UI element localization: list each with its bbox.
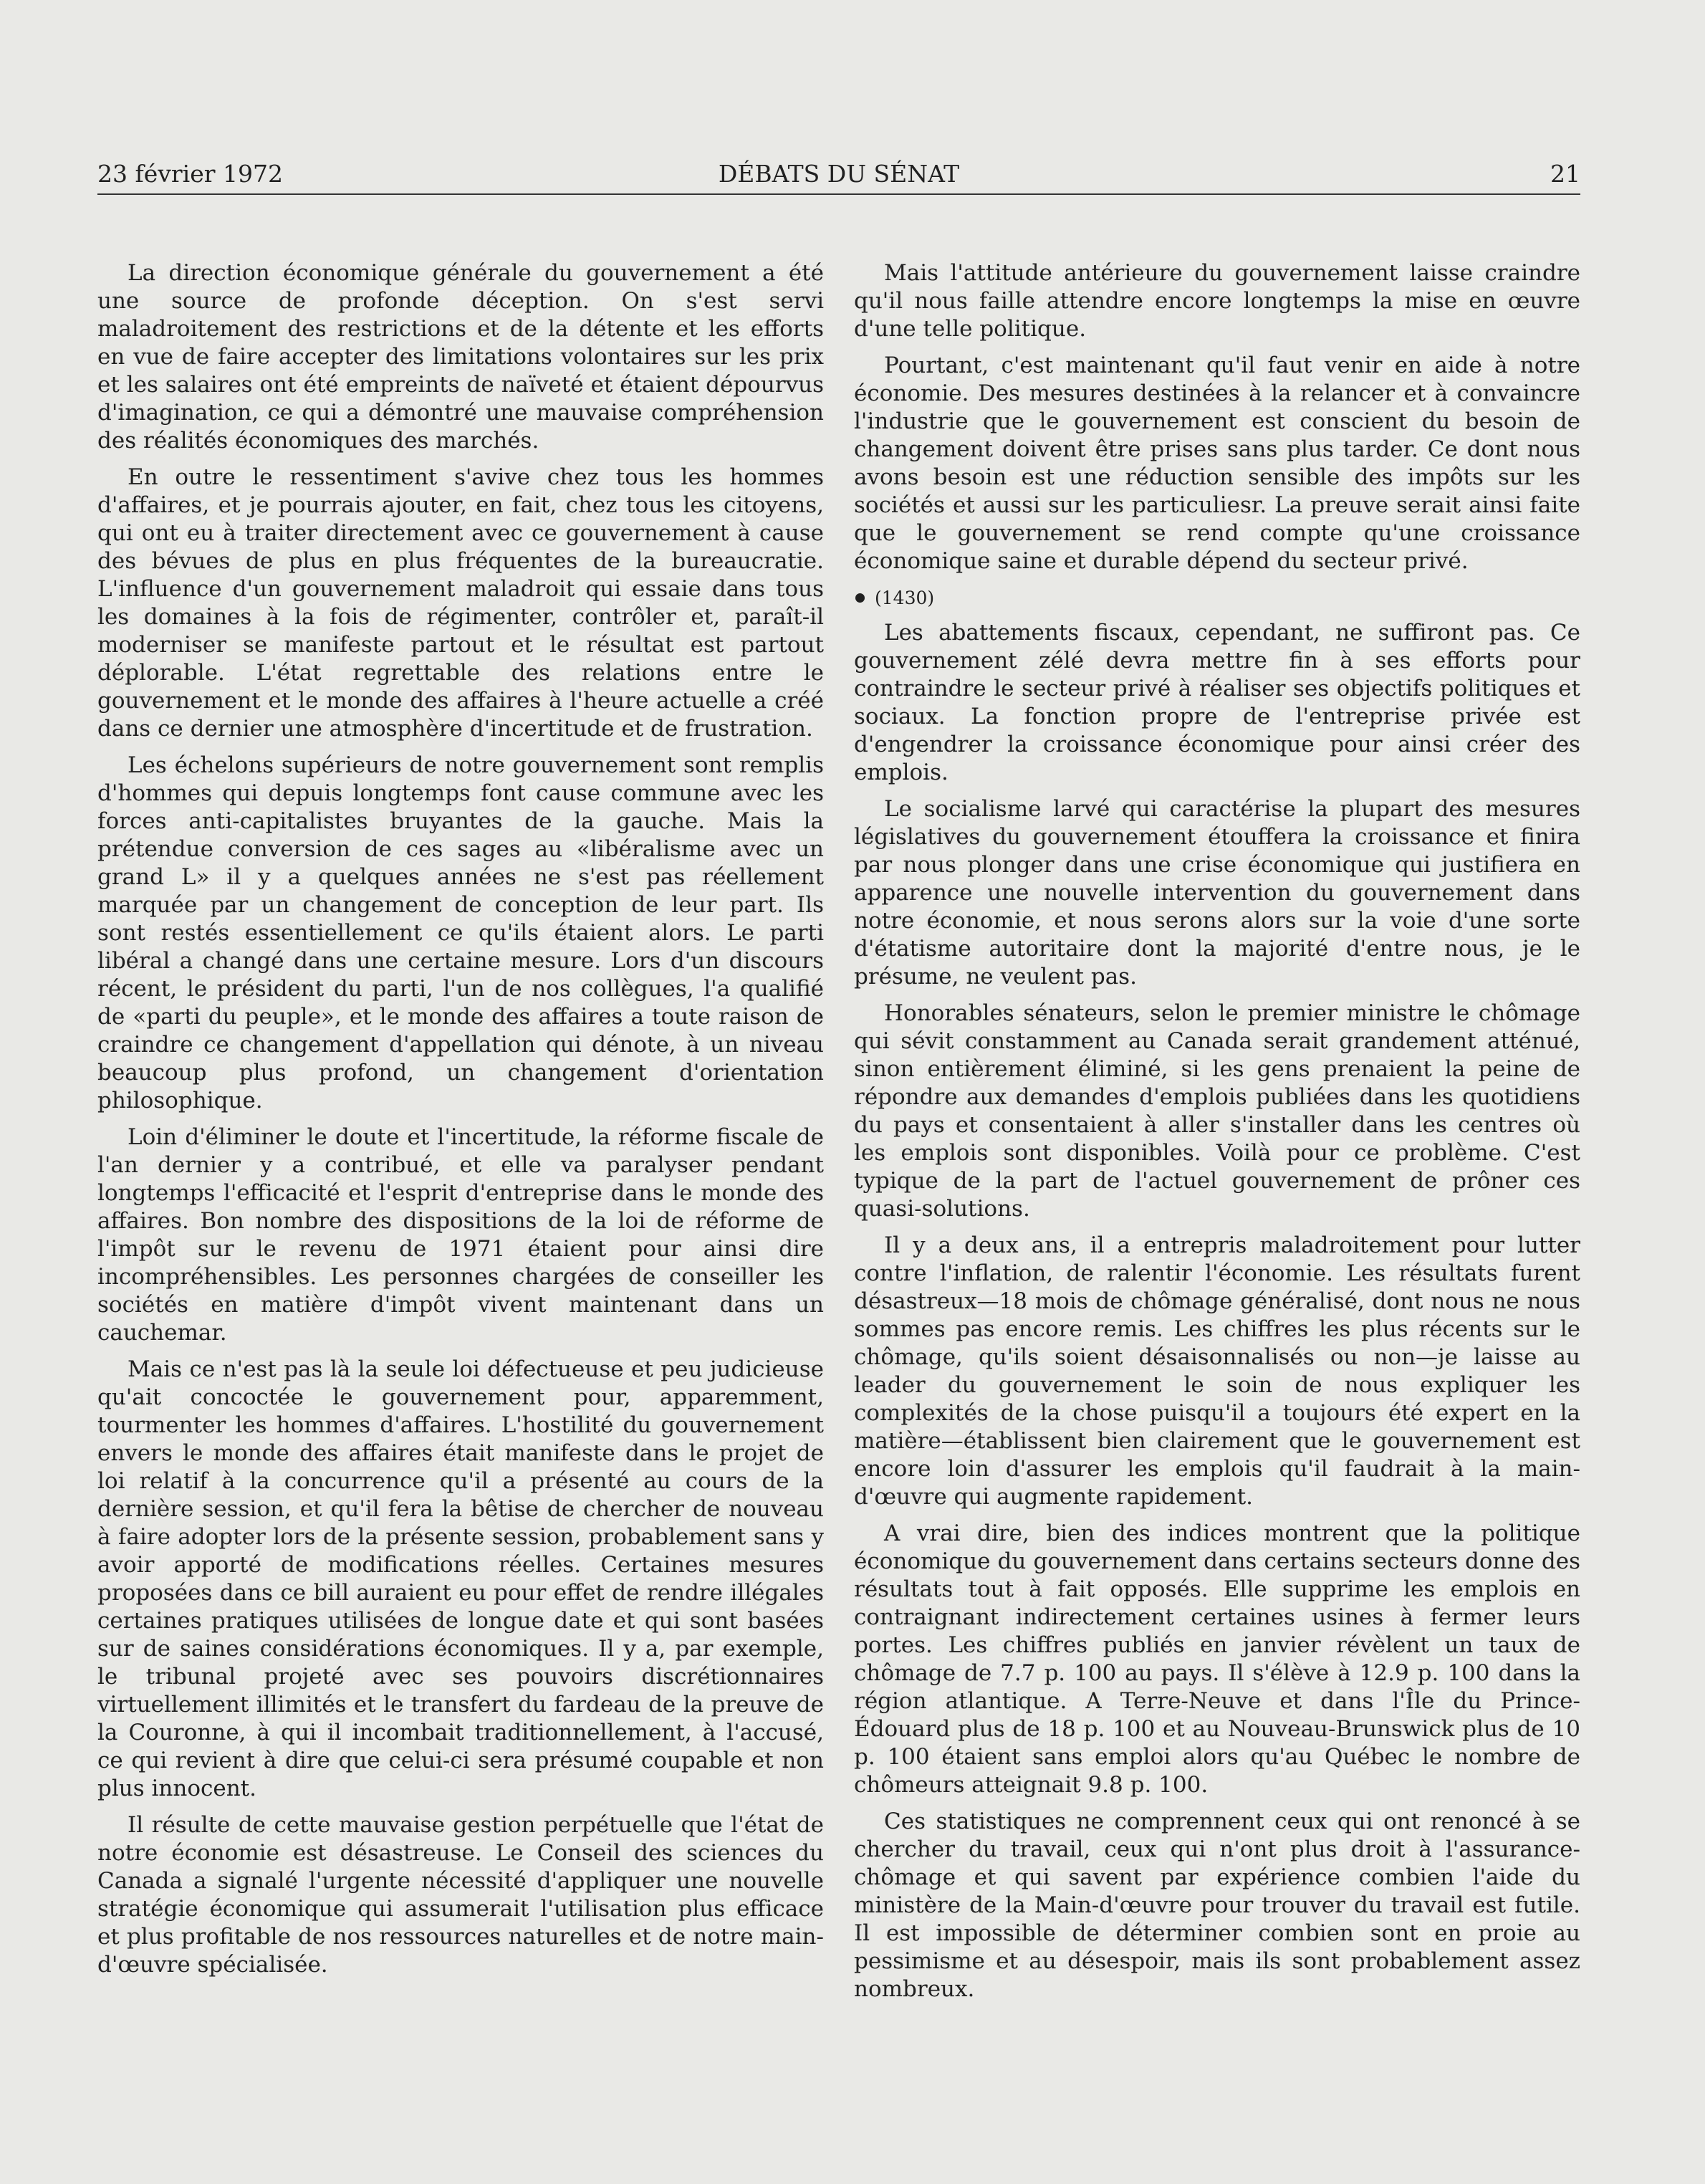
paragraph: Pourtant, c'est maintenant qu'il faut venir en aide à notre économie. Des mesures destinées à la relancer et à convaincre l'industrie que le gouvernement est conscient du besoin de changement doivent être prises sans plus tarder. Ce dont nous avons besoin est une réduction sensible des impôts sur les sociétés et aussi sur les particuliesr. La preuve serait ainsi faite que le gouvernement se rend compte qu'une croissance économique saine et durable dépend du secteur privé.: [854, 353, 1580, 574]
paragraph: Il résulte de cette mauvaise gestion perpétuelle que l'état de notre économie est désastreuse. Le Conseil des sciences du Canada a signalé l'urgente nécessité d'appliquer une nouvelle stratégie économique qui assumerait l'utilisation plus efficace et plus profitable de nos ressources naturelles et de notre main-d'œuvre spécialisée.: [97, 1812, 824, 1978]
paragraph: La direction économique générale du gouvernement a été une source de profonde déception. On s'est servi maladroitement des restrictions et de la détente et les efforts en vue de faire accepter des limitations volontaires sur les prix et les salaires ont été empreints de naïveté et étaient dépourvus d'imagination, ce qui a démontré une mauvaise compréhension des réalités économiques des marchés.: [97, 260, 824, 454]
left-column: [97, 259, 824, 1988]
paragraph: Le socialisme larvé qui caractérise la plupart des mesures législatives du gouvernement étouffera la croissance et finira par nous plonger dans une crise économique qui justifiera en apparence une nouvelle intervention du gouvernement dans notre économie, et nous serons alors sur la voie d'une sorte d'étatisme autoritaire dont la majorité d'entre nous, je le présume, ne veulent pas.: [854, 796, 1580, 990]
time-marker: [854, 584, 1580, 612]
paragraph: Mais l'attitude antérieure du gouvernement laisse craindre qu'il nous faille attendre encore longtemps la mise en œuvre d'une telle politique.: [854, 260, 1580, 342]
header-date: 23 février 1972: [97, 160, 283, 188]
header-title: DÉBATS DU SÉNAT: [718, 160, 960, 188]
page-number: 21: [1550, 160, 1580, 188]
paragraph: Loin d'éliminer le doute et l'incertitude, la réforme fiscale de l'an dernier y a contribué, et elle va paralyser pendant longtemps l'efficacité et l'esprit d'entreprise dans le monde des affaires. Bon nombre des dispositions de la loi de réforme de l'impôt sur le revenu de 1971 étaient pour ainsi dire incompréhensibles. Les personnes chargées de conseiller les sociétés en matière d'impôt vivent maintenant dans un cauchemar.: [97, 1124, 824, 1346]
bullet-icon: [855, 593, 865, 603]
paragraph: En outre le ressentiment s'avive chez tous les hommes d'affaires, et je pourrais ajouter, en fait, chez tous les citoyens, qui ont eu à traiter directement avec ce gouvernement à cause des bévues de plus en plus fréquentes de la bureaucratie. L'influence d'un gouvernement maladroit qui essaie dans tous les domaines à la fois de régimenter, contrôler et, paraît-il moderniser se manifeste partout et le résultat est partout déplorable. L'état regrettable des relations entre le gouvernement et le monde des affaires à l'heure actuelle a créé dans ce dernier une atmosphère d'incertitude et de frustration.: [97, 464, 824, 742]
paragraph: Mais ce n'est pas là la seule loi défectueuse et peu judicieuse qu'ait concoctée le gouvernement pour, apparemment, tourmenter les hommes d'affaires. L'hostilité du gouvernement envers le monde des affaires était manifeste dans le projet de loi relatif à la concurrence qu'il a présenté au cours de la dernière session, et qu'il fera la bêtise de chercher de nouveau à faire adopter lors de la présente session, probablement sans y avoir apporté de modifications réelles. Certaines mesures proposées dans ce bill auraient eu pour effet de rendre illégales certaines pratiques utilisées de longue date et qui sont basées sur de saines considérations économiques. Il y a, par exemple, le tribunal projeté avec ses pouvoirs discrétionnaires virtuellement illimités et le transfert du fardeau de la preuve de la Couronne, à qui il incombait traditionnellement, à l'accusé, ce qui revient à dire que celui-ci sera présumé coupable et non plus innocent.: [97, 1356, 824, 1801]
paragraph: Les abattements fiscaux, cependant, ne suffiront pas. Ce gouvernement zélé devra mettre fin à ses efforts pour contraindre le secteur privé à réaliser ses objectifs politiques et sociaux. La fonction propre de l'entreprise privée est d'engendrer la croissance économique pour ainsi créer des emplois.: [854, 620, 1580, 785]
paragraph: Ces statistiques ne comprennent ceux qui ont renoncé à se chercher du travail, ceux qui n'ont plus droit à l'assurance-chômage et qui savent par expérience combien l'aide du ministère de la Main-d'œuvre pour trouver du travail est futile. Il est impossible de déterminer combien sont en proie au pessimisme et au désespoir, mais ils sont probablement assez nombreux.: [854, 1809, 1580, 2002]
paragraph: A vrai dire, bien des indices montrent que la politique économique du gouvernement dans certains secteurs donne des résultats tout à fait opposés. Elle supprime les emplois en contraignant indirectement certaines usines à fermer leurs portes. Les chiffres publiés en janvier révèlent un taux de chômage de 7.7 p. 100 au pays. Il s'élève à 12.9 p. 100 dans la région atlantique. A Terre-Neuve et dans l'Île du Prince-Édouard plus de 18 p. 100 et au Nouveau-Brunswick plus de 10 p. 100 étaient sans emploi alors qu'au Québec le nombre de chômeurs atteignait 9.8 p. 100.: [854, 1520, 1580, 1798]
time-marker-text: (1430): [875, 588, 935, 608]
right-column: [854, 259, 1580, 2012]
header-rule: [97, 193, 1580, 195]
paragraph: Les échelons supérieurs de notre gouvernement sont remplis d'hommes qui depuis longtemps font cause commune avec les forces anti-capitalistes bruyantes de la gauche. Mais la prétendue conversion de ces sages au «libéralisme avec un grand L» il y a quelques années ne s'est pas réellement marquée par un changement de conception de leur part. Ils sont restés essentiellement ce qu'ils étaient alors. Le parti libéral a changé dans une certaine mesure. Lors d'un discours récent, le président du parti, l'un de nos collègues, l'a qualifié de «parti du peuple», et le monde des affaires a toute raison de craindre ce changement d'appellation qui dénote, à un niveau beaucoup plus profond, un changement d'orientation philosophique.: [97, 752, 824, 1113]
paragraph: Honorables sénateurs, selon le premier ministre le chômage qui sévit constamment au Canada serait grandement atténué, sinon entièrement éliminé, si les gens prenaient la peine de répondre aux demandes d'emplois publiées dans les quotidiens du pays et consentaient à aller s'installer dans les centres où les emplois sont disponibles. Voilà pour ce problème. C'est typique de la part de l'actuel gouvernement de prôner ces quasi-solutions.: [854, 1000, 1580, 1222]
paragraph: Il y a deux ans, il a entrepris maladroitement pour lutter contre l'inflation, de ralentir l'économie. Les résultats furent désastreux—18 mois de chômage généralisé, dont nous ne nous sommes pas encore remis. Les chiffres les plus récents sur le chômage, qu'ils soient désaisonnalisés ou non—je laisse au leader du gouvernement le soin de nous expliquer les complexités de la chose puisqu'il a toujours été expert en la matière—établissent bien clairement que le gouvernement est encore loin d'assurer les emplois qu'il faudrait à la main-d'œuvre qui augmente rapidement.: [854, 1232, 1580, 1510]
page-header: [97, 156, 1580, 192]
